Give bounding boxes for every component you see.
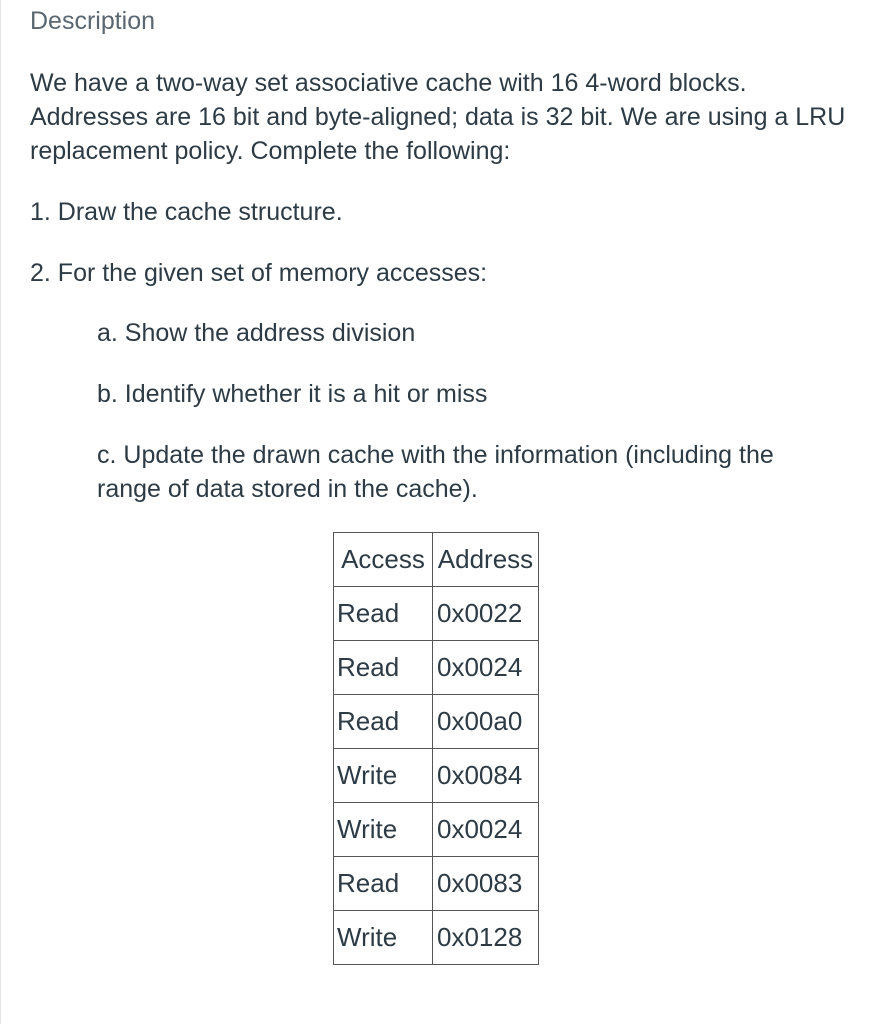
- address-cell: 0x0084: [433, 749, 539, 803]
- access-cell: Read: [334, 695, 433, 749]
- task-item-2: 2. For the given set of memory accesses:: [30, 259, 488, 287]
- table-row: [334, 587, 539, 641]
- task-item-1: 1. Draw the cache structure.: [30, 198, 343, 226]
- access-cell: Write: [334, 749, 433, 803]
- header-access: Access: [334, 533, 433, 587]
- table-row: [334, 695, 539, 749]
- address-cell: 0x0083: [433, 857, 539, 911]
- table-row: [334, 857, 539, 911]
- access-cell: Read: [334, 587, 433, 641]
- section-heading: Description: [30, 7, 156, 35]
- table-row: [334, 641, 539, 695]
- address-cell: 0x00a0: [433, 695, 539, 749]
- table-header-row: [334, 533, 539, 587]
- address-cell: 0x0024: [433, 641, 539, 695]
- table-row: [334, 749, 539, 803]
- left-border: [0, 0, 1, 1024]
- address-cell: 0x0022: [433, 587, 539, 641]
- address-cell: 0x0128: [433, 911, 539, 965]
- subtask-c: c. Update the drawn cache with the information (including the range of data stored in the cache).: [97, 441, 774, 503]
- table-row: [334, 911, 539, 965]
- memory-access-table: [333, 532, 539, 965]
- subtask-b: b. Identify whether it is a hit or miss: [97, 380, 488, 408]
- address-cell: 0x0024: [433, 803, 539, 857]
- access-cell: Write: [334, 911, 433, 965]
- access-cell: Read: [334, 641, 433, 695]
- subtask-a: a. Show the address division: [97, 319, 416, 347]
- access-cell: Read: [334, 857, 433, 911]
- header-address: Address: [433, 533, 539, 587]
- table-row: [334, 803, 539, 857]
- problem-intro: We have a two-way set associative cache with 16 4-word blocks. Addresses are 16 bit and byte-aligned; data is 32 bit. We are using a LRU replacement policy. Complete the following:: [30, 69, 846, 165]
- access-cell: Write: [334, 803, 433, 857]
